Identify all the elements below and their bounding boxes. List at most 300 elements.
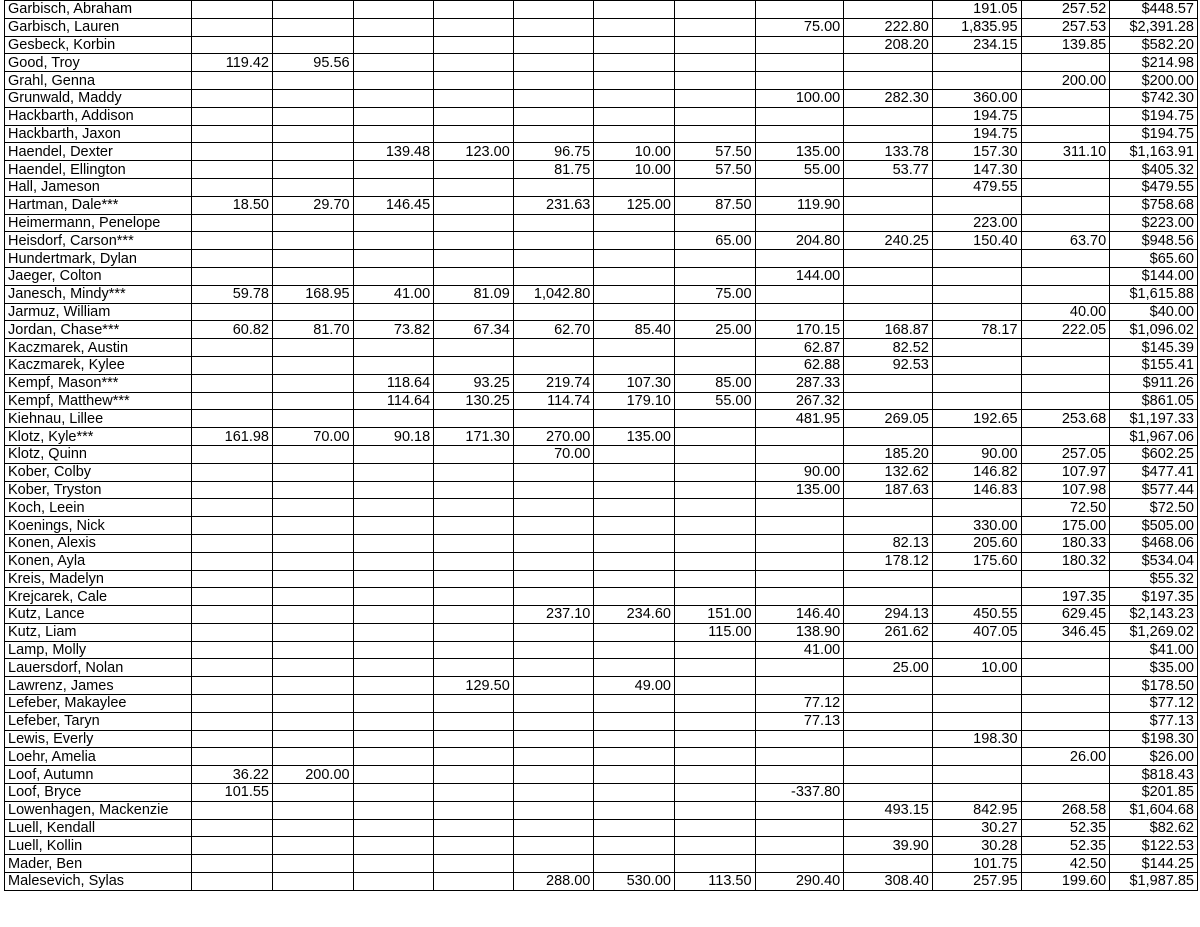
amount-cell: 77.12: [755, 695, 844, 713]
amount-cell: 40.00: [1021, 303, 1110, 321]
amount-cell: 288.00: [513, 873, 594, 891]
amount-cell: [513, 125, 594, 143]
total-cell: $2,143.23: [1110, 606, 1198, 624]
amount-cell: [844, 730, 933, 748]
amount-cell: [353, 18, 434, 36]
amount-cell: 208.20: [844, 36, 933, 54]
amount-cell: [513, 214, 594, 232]
table-row: [5, 54, 1198, 72]
amount-cell: [844, 303, 933, 321]
amount-cell: 42.50: [1021, 855, 1110, 873]
amount-cell: 90.00: [755, 463, 844, 481]
table-row: [5, 285, 1198, 303]
name-cell: Lauersdorf, Nolan: [5, 659, 192, 677]
amount-cell: 450.55: [932, 606, 1021, 624]
name-cell: Haendel, Ellington: [5, 161, 192, 179]
amount-cell: [434, 606, 514, 624]
amount-cell: [273, 410, 354, 428]
amount-cell: [1021, 178, 1110, 196]
amount-cell: 135.00: [594, 428, 675, 446]
amount-cell: 30.28: [932, 837, 1021, 855]
amount-cell: 82.13: [844, 534, 933, 552]
name-cell: Hartman, Dale***: [5, 196, 192, 214]
total-cell: $55.32: [1110, 570, 1198, 588]
name-cell: Krejcarek, Cale: [5, 588, 192, 606]
amount-cell: [513, 18, 594, 36]
amount-cell: 55.00: [755, 161, 844, 179]
amount-cell: 52.35: [1021, 819, 1110, 837]
amount-cell: [353, 748, 434, 766]
amount-cell: [192, 161, 273, 179]
amount-cell: [273, 534, 354, 552]
name-cell: Loehr, Amelia: [5, 748, 192, 766]
name-cell: Koch, Leein: [5, 499, 192, 517]
amount-cell: [513, 552, 594, 570]
amount-cell: 237.10: [513, 606, 594, 624]
amount-cell: [932, 392, 1021, 410]
amount-cell: [932, 196, 1021, 214]
total-cell: $534.04: [1110, 552, 1198, 570]
amount-cell: [594, 801, 675, 819]
amount-cell: 180.32: [1021, 552, 1110, 570]
name-cell: Jarmuz, William: [5, 303, 192, 321]
total-cell: $194.75: [1110, 125, 1198, 143]
amount-cell: [434, 250, 514, 268]
amount-cell: [932, 285, 1021, 303]
amount-cell: [594, 89, 675, 107]
amount-cell: 257.53: [1021, 18, 1110, 36]
amount-cell: [594, 18, 675, 36]
amount-cell: 253.68: [1021, 410, 1110, 428]
amount-cell: [192, 517, 273, 535]
amount-cell: [594, 837, 675, 855]
amount-cell: [755, 445, 844, 463]
amount-cell: [594, 712, 675, 730]
amount-cell: [674, 303, 755, 321]
amount-cell: [192, 801, 273, 819]
amount-cell: [1021, 89, 1110, 107]
table-row: [5, 321, 1198, 339]
amount-cell: [434, 481, 514, 499]
total-cell: $77.12: [1110, 695, 1198, 713]
amount-cell: [844, 285, 933, 303]
amount-cell: [594, 588, 675, 606]
table-row: [5, 125, 1198, 143]
amount-cell: [594, 285, 675, 303]
amount-cell: [192, 837, 273, 855]
name-cell: Janesch, Mindy***: [5, 285, 192, 303]
table-row: [5, 712, 1198, 730]
amount-cell: [1021, 695, 1110, 713]
amount-cell: 62.88: [755, 356, 844, 374]
name-cell: Kutz, Liam: [5, 623, 192, 641]
amount-cell: [353, 410, 434, 428]
amount-cell: [513, 36, 594, 54]
table-row: [5, 588, 1198, 606]
amount-cell: [273, 623, 354, 641]
amount-cell: [513, 107, 594, 125]
total-cell: $155.41: [1110, 356, 1198, 374]
amount-cell: [353, 36, 434, 54]
amount-cell: [755, 499, 844, 517]
amount-cell: [844, 54, 933, 72]
amount-cell: [1021, 712, 1110, 730]
amount-cell: 204.80: [755, 232, 844, 250]
amount-cell: 59.78: [192, 285, 273, 303]
amount-cell: [674, 178, 755, 196]
amount-cell: [755, 54, 844, 72]
amount-cell: [273, 445, 354, 463]
amount-cell: 200.00: [273, 766, 354, 784]
amount-cell: 55.00: [674, 392, 755, 410]
total-cell: $1,163.91: [1110, 143, 1198, 161]
amount-cell: [755, 588, 844, 606]
amount-cell: 93.25: [434, 374, 514, 392]
amount-cell: [674, 766, 755, 784]
amount-cell: [932, 250, 1021, 268]
amount-cell: 175.00: [1021, 517, 1110, 535]
amount-cell: [932, 499, 1021, 517]
amount-cell: 530.00: [594, 873, 675, 891]
amount-cell: 78.17: [932, 321, 1021, 339]
amount-cell: [434, 801, 514, 819]
amount-cell: [273, 107, 354, 125]
amount-cell: [434, 588, 514, 606]
name-cell: Lamp, Molly: [5, 641, 192, 659]
amount-cell: 139.85: [1021, 36, 1110, 54]
amount-cell: 60.82: [192, 321, 273, 339]
amount-cell: [844, 677, 933, 695]
amount-cell: [434, 534, 514, 552]
amount-cell: [932, 54, 1021, 72]
amount-cell: [192, 232, 273, 250]
total-cell: $194.75: [1110, 107, 1198, 125]
amount-cell: [353, 339, 434, 357]
amount-cell: [594, 339, 675, 357]
table-row: [5, 250, 1198, 268]
amount-cell: [594, 463, 675, 481]
total-cell: $468.06: [1110, 534, 1198, 552]
amount-cell: [1021, 54, 1110, 72]
amount-cell: [434, 196, 514, 214]
name-cell: Kreis, Madelyn: [5, 570, 192, 588]
amount-cell: [755, 748, 844, 766]
amount-cell: [273, 72, 354, 90]
amount-cell: [513, 481, 594, 499]
amount-cell: [353, 161, 434, 179]
amount-cell: 168.87: [844, 321, 933, 339]
table-row: [5, 214, 1198, 232]
amount-cell: 65.00: [674, 232, 755, 250]
amount-cell: 282.30: [844, 89, 933, 107]
table-row: [5, 570, 1198, 588]
amount-cell: [434, 18, 514, 36]
total-cell: $40.00: [1110, 303, 1198, 321]
amount-cell: 197.35: [1021, 588, 1110, 606]
name-cell: Kober, Colby: [5, 463, 192, 481]
name-cell: Lawrenz, James: [5, 677, 192, 695]
amount-cell: [192, 463, 273, 481]
amount-cell: [844, 695, 933, 713]
amount-cell: [273, 712, 354, 730]
amount-cell: [192, 873, 273, 891]
amount-cell: [674, 125, 755, 143]
table-row: [5, 784, 1198, 802]
amount-cell: [434, 339, 514, 357]
amount-cell: [674, 534, 755, 552]
amount-cell: [594, 623, 675, 641]
amount-cell: [192, 339, 273, 357]
amount-cell: [513, 784, 594, 802]
amount-cell: [353, 107, 434, 125]
amount-cell: 90.18: [353, 428, 434, 446]
amount-cell: [192, 410, 273, 428]
amount-cell: [513, 819, 594, 837]
amount-cell: [192, 659, 273, 677]
amount-cell: [273, 606, 354, 624]
amount-cell: [674, 588, 755, 606]
amount-cell: [594, 303, 675, 321]
total-cell: $2,391.28: [1110, 18, 1198, 36]
amount-cell: [1021, 428, 1110, 446]
amount-cell: [513, 801, 594, 819]
balance-table: [4, 0, 1198, 891]
name-cell: Hundertmark, Dylan: [5, 250, 192, 268]
table-row: [5, 517, 1198, 535]
amount-cell: 130.25: [434, 392, 514, 410]
amount-cell: [1021, 356, 1110, 374]
amount-cell: [1021, 107, 1110, 125]
amount-cell: [674, 730, 755, 748]
amount-cell: [353, 499, 434, 517]
amount-cell: 29.70: [273, 196, 354, 214]
total-cell: $1,987.85: [1110, 873, 1198, 891]
amount-cell: [674, 339, 755, 357]
amount-cell: [192, 1, 273, 19]
amount-cell: [674, 250, 755, 268]
total-cell: $35.00: [1110, 659, 1198, 677]
amount-cell: 81.70: [273, 321, 354, 339]
amount-cell: [192, 552, 273, 570]
amount-cell: [353, 730, 434, 748]
total-cell: $818.43: [1110, 766, 1198, 784]
amount-cell: [594, 517, 675, 535]
amount-cell: 62.70: [513, 321, 594, 339]
total-cell: $200.00: [1110, 72, 1198, 90]
amount-cell: [844, 428, 933, 446]
amount-cell: [674, 214, 755, 232]
total-cell: $178.50: [1110, 677, 1198, 695]
amount-cell: [353, 623, 434, 641]
amount-cell: [674, 267, 755, 285]
amount-cell: [844, 374, 933, 392]
table-row: [5, 801, 1198, 819]
total-cell: $911.26: [1110, 374, 1198, 392]
amount-cell: [674, 1, 755, 19]
table-row: [5, 819, 1198, 837]
amount-cell: [674, 570, 755, 588]
total-cell: $198.30: [1110, 730, 1198, 748]
amount-cell: 407.05: [932, 623, 1021, 641]
total-cell: $602.25: [1110, 445, 1198, 463]
amount-cell: [932, 784, 1021, 802]
amount-cell: [932, 766, 1021, 784]
amount-cell: [434, 445, 514, 463]
amount-cell: [273, 463, 354, 481]
total-cell: $145.39: [1110, 339, 1198, 357]
amount-cell: [273, 303, 354, 321]
amount-cell: [755, 214, 844, 232]
total-cell: $144.25: [1110, 855, 1198, 873]
amount-cell: [1021, 374, 1110, 392]
amount-cell: [513, 517, 594, 535]
table-row: [5, 855, 1198, 873]
amount-cell: [353, 517, 434, 535]
amount-cell: [755, 677, 844, 695]
amount-cell: 25.00: [674, 321, 755, 339]
amount-cell: 10.00: [594, 161, 675, 179]
amount-cell: [1021, 161, 1110, 179]
amount-cell: [513, 534, 594, 552]
amount-cell: [674, 517, 755, 535]
amount-cell: [273, 232, 354, 250]
amount-cell: 95.56: [273, 54, 354, 72]
amount-cell: [755, 107, 844, 125]
amount-cell: [192, 89, 273, 107]
table-row: [5, 748, 1198, 766]
amount-cell: [513, 588, 594, 606]
amount-cell: [513, 89, 594, 107]
amount-cell: [844, 499, 933, 517]
amount-cell: 81.75: [513, 161, 594, 179]
name-cell: Kutz, Lance: [5, 606, 192, 624]
amount-cell: 234.15: [932, 36, 1021, 54]
amount-cell: [353, 445, 434, 463]
amount-cell: 49.00: [594, 677, 675, 695]
amount-cell: 75.00: [755, 18, 844, 36]
table-row: [5, 499, 1198, 517]
amount-cell: [273, 481, 354, 499]
amount-cell: [353, 837, 434, 855]
amount-cell: [932, 428, 1021, 446]
amount-cell: [1021, 766, 1110, 784]
amount-cell: [594, 784, 675, 802]
amount-cell: 481.95: [755, 410, 844, 428]
amount-cell: [513, 178, 594, 196]
amount-cell: 294.13: [844, 606, 933, 624]
table-row: [5, 374, 1198, 392]
amount-cell: 222.05: [1021, 321, 1110, 339]
amount-cell: [755, 801, 844, 819]
name-cell: Hackbarth, Addison: [5, 107, 192, 125]
amount-cell: [844, 748, 933, 766]
amount-cell: 178.12: [844, 552, 933, 570]
name-cell: Lefeber, Taryn: [5, 712, 192, 730]
amount-cell: [273, 801, 354, 819]
total-cell: $1,197.33: [1110, 410, 1198, 428]
name-cell: Lefeber, Makaylee: [5, 695, 192, 713]
amount-cell: 113.50: [674, 873, 755, 891]
name-cell: Good, Troy: [5, 54, 192, 72]
amount-cell: 240.25: [844, 232, 933, 250]
amount-cell: [844, 784, 933, 802]
amount-cell: 223.00: [932, 214, 1021, 232]
amount-cell: 90.00: [932, 445, 1021, 463]
total-cell: $72.50: [1110, 499, 1198, 517]
amount-cell: 360.00: [932, 89, 1021, 107]
amount-cell: 168.95: [273, 285, 354, 303]
amount-cell: 268.58: [1021, 801, 1110, 819]
amount-cell: 92.53: [844, 356, 933, 374]
total-cell: $477.41: [1110, 463, 1198, 481]
amount-cell: [1021, 784, 1110, 802]
amount-cell: [353, 606, 434, 624]
amount-cell: [353, 89, 434, 107]
amount-cell: [353, 481, 434, 499]
table-row: [5, 730, 1198, 748]
amount-cell: -337.80: [755, 784, 844, 802]
amount-cell: [513, 570, 594, 588]
amount-cell: [192, 36, 273, 54]
amount-cell: [513, 303, 594, 321]
table-row: [5, 339, 1198, 357]
total-cell: $214.98: [1110, 54, 1198, 72]
amount-cell: [192, 730, 273, 748]
amount-cell: 52.35: [1021, 837, 1110, 855]
table-row: [5, 873, 1198, 891]
amount-cell: [755, 855, 844, 873]
total-cell: $1,269.02: [1110, 623, 1198, 641]
amount-cell: [192, 819, 273, 837]
amount-cell: [674, 410, 755, 428]
amount-cell: 493.15: [844, 801, 933, 819]
name-cell: Heimermann, Penelope: [5, 214, 192, 232]
amount-cell: [434, 784, 514, 802]
amount-cell: [844, 855, 933, 873]
amount-cell: [434, 267, 514, 285]
amount-cell: [594, 125, 675, 143]
amount-cell: [192, 855, 273, 873]
table-row: [5, 18, 1198, 36]
amount-cell: [674, 463, 755, 481]
amount-cell: [674, 499, 755, 517]
amount-cell: [273, 214, 354, 232]
amount-cell: [594, 855, 675, 873]
amount-cell: [932, 570, 1021, 588]
amount-cell: [513, 339, 594, 357]
amount-cell: 114.64: [353, 392, 434, 410]
name-cell: Luell, Kendall: [5, 819, 192, 837]
amount-cell: [192, 392, 273, 410]
amount-cell: [594, 695, 675, 713]
amount-cell: 308.40: [844, 873, 933, 891]
amount-cell: [513, 72, 594, 90]
name-cell: Kempf, Matthew***: [5, 392, 192, 410]
amount-cell: [513, 766, 594, 784]
amount-cell: 133.78: [844, 143, 933, 161]
amount-cell: [1021, 641, 1110, 659]
amount-cell: 57.50: [674, 161, 755, 179]
amount-cell: [755, 303, 844, 321]
amount-cell: [674, 54, 755, 72]
amount-cell: [674, 428, 755, 446]
amount-cell: 170.15: [755, 321, 844, 339]
amount-cell: [273, 819, 354, 837]
amount-cell: 70.00: [273, 428, 354, 446]
amount-cell: [1021, 392, 1110, 410]
amount-cell: [932, 641, 1021, 659]
amount-cell: 138.90: [755, 623, 844, 641]
